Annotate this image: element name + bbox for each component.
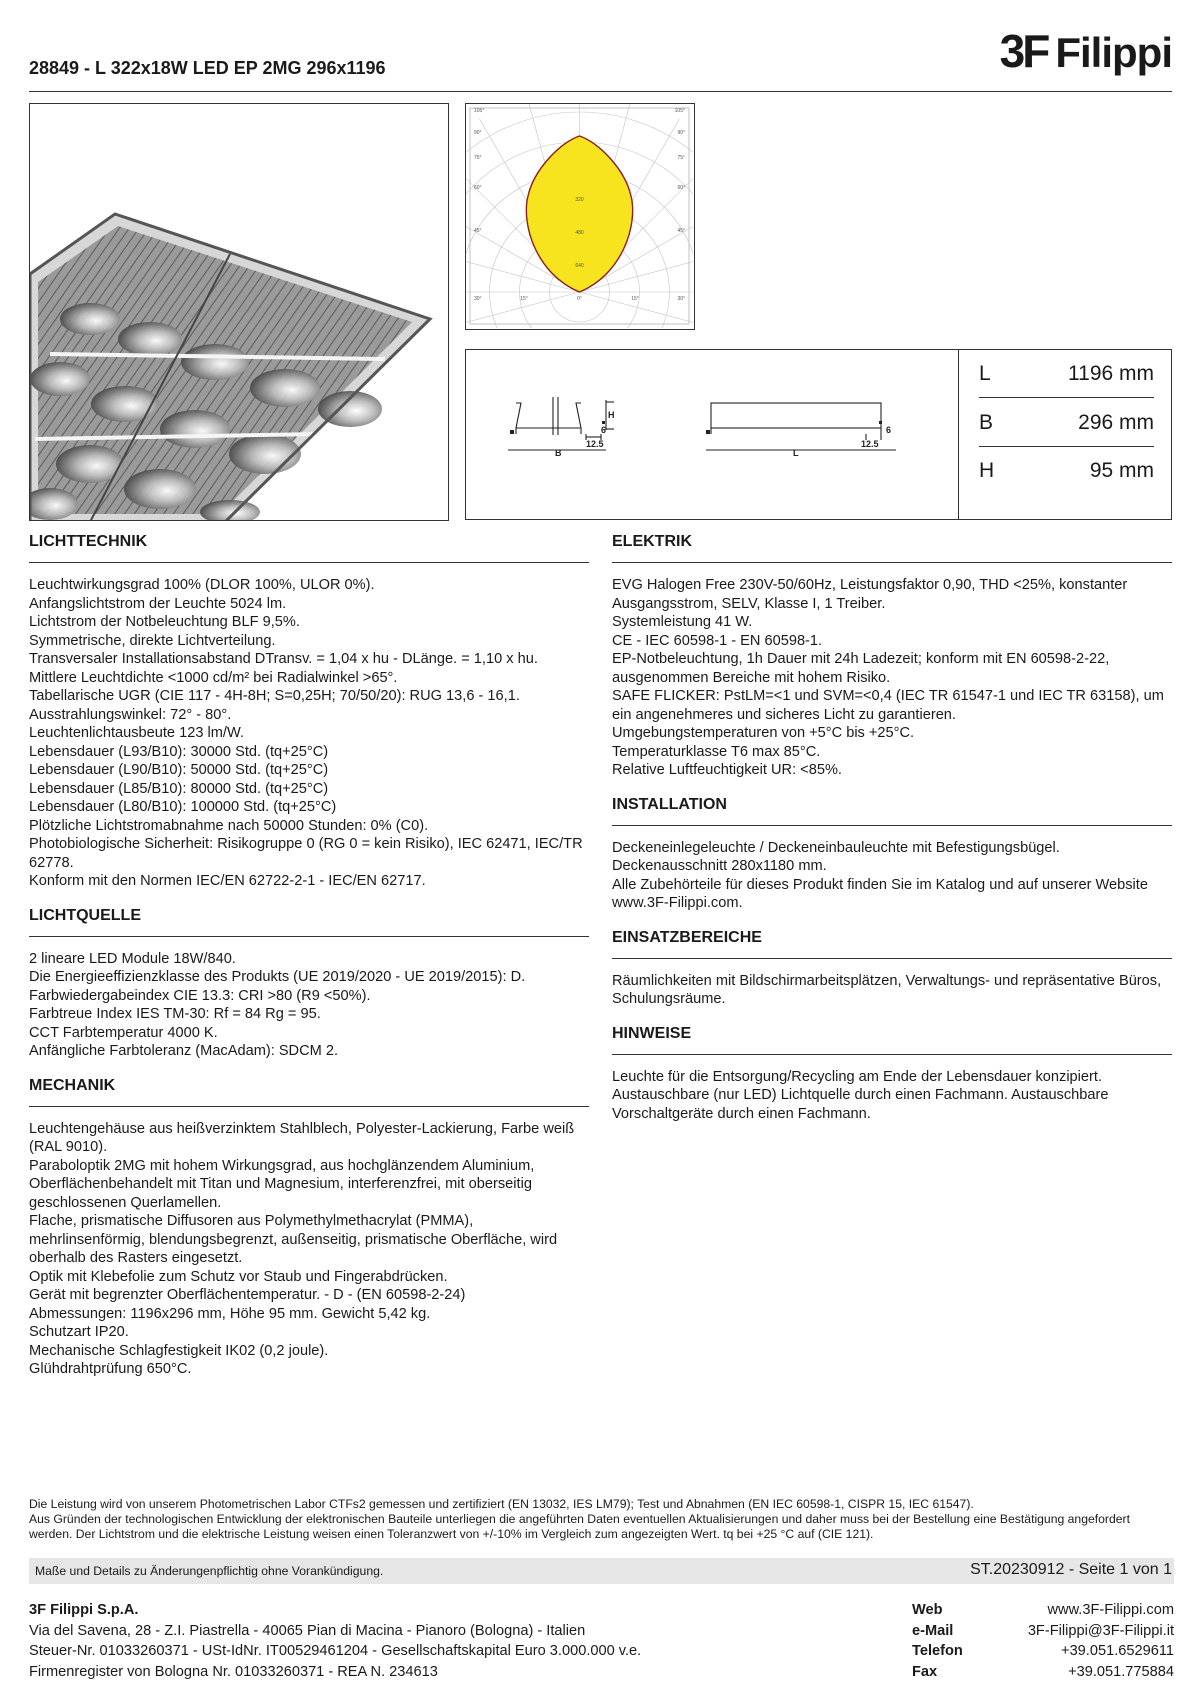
label-l: L [793, 448, 799, 458]
polar-angle-label: 90° [677, 130, 685, 136]
spec-line: Deckeneinlegeleuchte / Deckeneinbauleuchte mit Befestigungsbügel. [612, 839, 1060, 856]
section-body [29, 1120, 589, 1379]
spec-line: Farbtreue Index IES TM-30: Rf = 84 Rg = 95. [29, 1006, 321, 1022]
spec-line: Ausstrahlungswinkel: 72° - 80°. [29, 706, 232, 723]
polar-angle-label: 60° [677, 185, 685, 191]
polar-angle-label: 15° [520, 296, 528, 302]
spec-line: Anfängliche Farbtoleranz (MacAdam): SDCM 2. [29, 1043, 339, 1059]
contact-label: Telefon [912, 1643, 963, 1659]
spec-line: Abmessungen: 1196x296 mm, Höhe 95 mm. Gewicht 5,42 kg. [29, 1305, 431, 1322]
label-6-right: 6 [886, 425, 892, 435]
spec-line: Lebensdauer (L80/B10): 100000 Std. (tq+25°C) [29, 799, 337, 815]
spec-line: Lichtstrom der Notbeleuchtung BLF 9,5%. [29, 614, 300, 630]
phone-number: +39.051.6529611 [1061, 1643, 1174, 1659]
disclaimer-line: Die Leistung wird von unserem Photometrischen Labor CTFs2 gemessen und zertifiziert (EN 13032, IES LM79); Test und Abnahmen (EN IEC 60598-1, CISPR 15, IEC 61547). [29, 1497, 974, 1511]
spec-line: Deckenausschnitt 280x1180 mm. [612, 858, 827, 874]
contact-row-email [912, 1621, 1174, 1642]
polar-angle-label: 30° [677, 296, 685, 302]
spec-line: Mechanische Schlagfestigkeit IK02 (0,2 joule). [29, 1342, 329, 1359]
dimension-value: 95 mm [1089, 459, 1154, 482]
section-heading: LICHTTECHNIK [29, 533, 589, 563]
spec-line: Leuchte für die Entsorgung/Recycling am Ende der Lebensdauer konzipiert. [612, 1068, 1103, 1085]
dimension-key: L [979, 361, 991, 385]
spec-line: Austauschbare (nur LED) Lichtquelle durch einen Fachmann. Austauschbare Vorschaltgeräte durch einen Fachmann. [612, 1087, 1109, 1122]
label-12-5-left: 12.5 [586, 439, 604, 449]
logo-mark: 3F [999, 25, 1048, 77]
spec-line: CE - IEC 60598-1 - EN 60598-1. [612, 632, 823, 649]
polar-angle-label: 105° [474, 108, 485, 114]
polar-angle-label: 90° [474, 130, 482, 136]
spec-line: SAFE FLICKER: PstLM=<1 und SVM=<0,4 (IEC TR 61547-1 und IEC TR 63158), um ein angenehmeres und sicheres Licht zu garantieren. [612, 688, 1164, 723]
polar-angle-label: 105° [674, 108, 685, 114]
cross-section-drawings [466, 350, 956, 518]
polar-intensity-label: 320 [575, 197, 584, 203]
spec-line: EP-Notbeleuchtung, 1h Dauer mit 24h Ladezeit; konform mit EN 60598-2-22, ausgenommen Bereiche mit hohem Risiko. [612, 651, 1110, 686]
polar-angle-label: 75° [677, 155, 685, 161]
section-heading: HINWEISE [612, 1025, 1172, 1055]
section-body [612, 1068, 1172, 1124]
spec-line: Lebensdauer (L93/B10): 30000 Std. (tq+25°C) [29, 743, 329, 760]
dimension-key: H [979, 459, 995, 482]
section-elektrik [612, 533, 1172, 780]
spec-line: Lebensdauer (L90/B10): 50000 Std. (tq+25°C) [29, 762, 329, 778]
spec-line: Tabellarische UGR (CIE 117 - 4H-8H; S=0,25H; 70/50/20): RUG 13,6 - 16,1. [29, 688, 520, 704]
spec-line: CCT Farbtemperatur 4000 K. [29, 1024, 218, 1041]
spec-line: Transversaler Installationsabstand DTransv. = 1,04 x hu - DLänge. = 1,10 x hu. [29, 651, 538, 667]
polar-angle-label: 0° [577, 296, 582, 302]
spec-line: Mittlere Leuchtdichte <1000 cd/m² bei Radialwinkel >65°. [29, 669, 398, 686]
footer-disclaimer [29, 1497, 1174, 1542]
contact-row-fax [912, 1662, 1174, 1683]
polar-chart [466, 104, 693, 328]
section-heading: ELEKTRIK [612, 533, 1172, 563]
polar-intensity-label: 480 [575, 230, 584, 236]
polar-angle-label: 45° [677, 228, 685, 234]
section-body [29, 576, 589, 891]
dimension-row-length [979, 350, 1154, 398]
luminaire-illustration [30, 104, 449, 521]
section-hinweise [612, 1025, 1172, 1124]
spec-line: Schutzart IP20. [29, 1324, 129, 1340]
spec-line: Räumlichkeiten mit Bildschirmarbeitsplätzen, Verwaltungs- und repräsentative Büros, Schulungsräume. [612, 972, 1162, 1007]
spec-line: Symmetrische, direkte Lichtverteilung. [29, 632, 276, 649]
spec-line: Leuchtengehäuse aus heißverzinktem Stahlblech, Polyester-Lackierung, Farbe weiß (RAL 9010). [29, 1120, 575, 1155]
section-body [612, 839, 1172, 913]
contact-label: Fax [912, 1663, 938, 1680]
label-12-5-right: 12.5 [861, 439, 879, 449]
spec-line: 2 lineare LED Module 18W/840. [29, 950, 236, 967]
header-divider [29, 91, 1172, 92]
spec-line: Glühdrahtprüfung 650°C. [29, 1361, 192, 1377]
polar-angle-label: 75° [474, 155, 482, 161]
footer-notice-bar [29, 1558, 1174, 1584]
section-einsatzbereiche [612, 929, 1172, 1009]
polar-diagram [465, 103, 695, 330]
disclaimer-line: Aus Gründen der technologischen Entwicklung der elektronischen Bauteile unterliegen die angeführten Daten eventuellen Aktualisierungen und daher muss bei der Bestellung eine Bestätigung angefordert werden. Der Lichtstrom und die elektrische Leistung weisen einen Toleranzwert von +/-10% im Vergleich zum angezeigten Wert. tq bei +25 °C auf (CIE 121). [29, 1512, 1130, 1541]
contact-label: e-Mail [912, 1622, 954, 1639]
label-h: H [608, 410, 615, 420]
section-body [612, 972, 1172, 1009]
spec-line: Plötzliche Lichtstromabnahme nach 50000 Stunden: 0% (C0). [29, 817, 429, 834]
company-register: Firmenregister von Bologna Nr. 01033260371 - REA N. 234613 [29, 1663, 438, 1680]
product-title: 28849 - L 322x18W LED EP 2MG 296x1196 [29, 58, 386, 78]
polar-intensity-label: 640 [575, 263, 584, 269]
spec-line: Flache, prismatische Diffusoren aus Polymethylmethacrylat (PMMA), mehrlinsenförmig, blendungsbegrenzt, außenseitig, prismatische Oberfläche, wird oberhalb des Rasters eingesetzt. [29, 1213, 558, 1266]
section-body [612, 576, 1172, 780]
dimension-row-height [979, 447, 1154, 495]
section-lichtquelle [29, 907, 589, 1061]
section-body [29, 950, 589, 1061]
spec-line: Anfangslichtstrom der Leuchte 5024 lm. [29, 595, 287, 612]
spec-line: Lebensdauer (L85/B10): 80000 Std. (tq+25°C) [29, 780, 329, 797]
fax-number: +39.051.775884 [1068, 1663, 1174, 1680]
polar-angle-label: 30° [474, 296, 482, 302]
polar-angle-label: 60° [474, 185, 482, 191]
contact-info [912, 1600, 1174, 1682]
website-link[interactable]: www.3F-Filippi.com [1047, 1602, 1174, 1618]
section-heading: LICHTQUELLE [29, 907, 589, 937]
company-name: 3F Filippi S.p.A. [29, 1602, 139, 1618]
change-notice: Maße und Details zu Änderungenpflichtig ohne Vorankündigung. [35, 1564, 384, 1578]
dimension-value: 296 mm [1078, 410, 1154, 434]
section-heading: MECHANIK [29, 1077, 589, 1107]
right-spec-column [612, 533, 1172, 1139]
spec-line: Temperaturklasse T6 max 85°C. [612, 743, 821, 760]
polar-angle-label: 45° [474, 228, 482, 234]
spec-line: Die Energieeffizienzklasse des Produkts (UE 2019/2020 - UE 2019/2015): D. [29, 969, 526, 985]
spec-line: Konform mit den Normen IEC/EN 62722-2-1 - IEC/EN 62717. [29, 873, 426, 889]
company-tax: Steuer-Nr. 01033260371 - USt-IdNr. IT00529461204 - Gesellschaftskapital Euro 3.000.000 v.e. [29, 1643, 642, 1659]
section-installation [612, 796, 1172, 913]
company-info [29, 1600, 641, 1682]
dimension-row-width [979, 399, 1154, 447]
section-lichttechnik [29, 533, 589, 891]
contact-label: Web [912, 1602, 943, 1618]
company-address: Via del Savena, 28 - Z.I. Piastrella - 40065 Pian di Macina - Pianoro (Bologna) - Italien [29, 1622, 586, 1639]
spec-line: Optik mit Klebefolie zum Schutz vor Staub und Fingerabdrücken. [29, 1268, 448, 1285]
spec-line: Systemleistung 41 W. [612, 614, 753, 630]
polar-angle-label: 15° [631, 296, 639, 302]
product-photo [29, 103, 449, 521]
spec-line: Alle Zubehörteile für dieses Produkt finden Sie im Katalog und auf unserer Website www.3F-Filippi.com. [612, 876, 1148, 911]
spec-line: Umgebungstemperaturen von +5°C bis +25°C. [612, 725, 915, 741]
email-link[interactable]: 3F-Filippi@3F-Filippi.it [1027, 1622, 1174, 1639]
contact-row-phone [912, 1641, 1174, 1662]
label-b: B [555, 448, 562, 458]
left-spec-column [29, 533, 589, 1395]
spec-line: EVG Halogen Free 230V-50/60Hz, Leistungsfaktor 0,90, THD <25%, konstanter Ausgangsstrom, SELV, Klasse I, 1 Treiber. [612, 577, 1128, 612]
brand-logo [1000, 24, 1172, 78]
spec-line: Paraboloptik 2MG mit hohem Wirkungsgrad, aus hochglänzendem Aluminium, Oberflächenbehandelt mit Titan und Magnesium, interferenzfrei, mit oberseitig geschlossenen Querlamellen. [29, 1157, 535, 1211]
section-heading: EINSATZBEREICHE [612, 929, 1172, 959]
section-mechanik [29, 1077, 589, 1379]
section-heading: INSTALLATION [612, 796, 1172, 826]
spec-line: Photobiologische Sicherheit: Risikogruppe 0 (RG 0 = kein Risiko), IEC 62471, IEC/TR 62778. [29, 836, 583, 871]
dimension-value: 1196 mm [1068, 361, 1154, 385]
spec-line: Leuchtenlichtausbeute 123 lm/W. [29, 725, 244, 741]
page-reference: ST.20230912 - Seite 1 von 1 [970, 1561, 1172, 1578]
spec-line: Farbwiedergabeindex CIE 13.3: CRI >80 (R9 <50%). [29, 987, 371, 1004]
spec-line: Leuchtwirkungsgrad 100% (DLOR 100%, ULOR 0%). [29, 577, 375, 593]
dimension-key: B [979, 410, 994, 434]
logo-text: Filippi [1055, 29, 1172, 76]
label-6-left: 6 [601, 425, 607, 435]
spec-line: Gerät mit begrenzter Oberflächentemperatur. - D - (EN 60598-2-24) [29, 1287, 466, 1303]
contact-row-web [912, 1600, 1174, 1621]
dimensions-table [958, 349, 1172, 520]
spec-line: Relative Luftfeuchtigkeit UR: <85%. [612, 762, 842, 778]
